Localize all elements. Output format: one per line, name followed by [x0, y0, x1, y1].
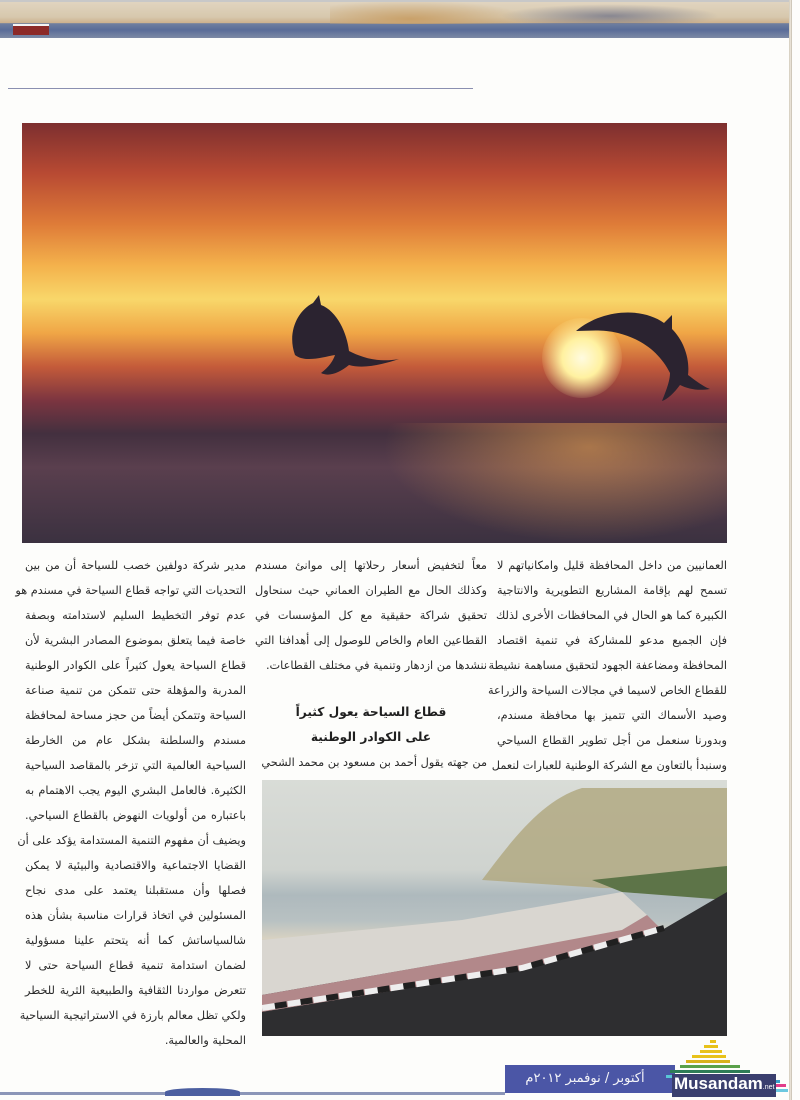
coastal-road-photo: [262, 780, 727, 1036]
text-line: المسئولين في اتخاذ قرارات مناسبة بشأن هذه: [25, 909, 246, 922]
text-line: معاً لتخفيض أسعار رحلاتها إلى موانئ مسندم: [255, 559, 487, 572]
text-line: فإن الجميع مدعو للمشاركة في تنمية اقتصاد: [497, 634, 727, 647]
text-line: فصلها وأن مستقبلنا يعتمد على مدى نجاح: [25, 884, 246, 897]
text-line: لضمان استدامة تنمية قطاع السياحة حتى لا: [25, 959, 246, 972]
section-subheading: [255, 700, 487, 750]
text-line: مدير شركة دولفين خصب للسياحة أن من بين: [25, 559, 246, 572]
sea-reflection: [382, 423, 727, 543]
footer-hill: [165, 1088, 240, 1096]
text-line: تسمح لهم بإقامة المشاريع التطويرية والانتاجية: [497, 584, 727, 597]
text-line: المحافظة ومضاعفة الجهود لتحقيق مساهمة نشيطة: [488, 659, 727, 672]
article-column-middle: [255, 553, 487, 678]
text-line: شالسياساتش كما أنه يتحتم علينا مسؤولية: [25, 934, 246, 947]
logo-name: Musandam: [674, 1074, 763, 1093]
text-line: وكذلك الحال مع الطيران العماني حيث سنحاول: [255, 584, 487, 597]
text-line: خاصة فيما يتعلق بموضوع المصادر البشرية لأن: [25, 634, 246, 647]
text-line: باعتباره من أولويات النهوض بالقطاع السياحي.: [25, 809, 246, 822]
text-line: وسنبدأ بالتعاون مع الشركة الوطنية للعبارات لنعمل: [491, 759, 727, 772]
text-line: القطاعين العام والخاص للوصول إلى أهدافنا التي: [255, 634, 487, 647]
road-scene: [262, 780, 727, 1036]
banner-photo: [0, 0, 792, 38]
boat: [13, 24, 49, 35]
text-line: الكثيرة. فالعامل البشري اليوم يجب الاهتمام به: [25, 784, 246, 797]
text-line: السياحية العالمية التي تزخر بالمقاصد السياحية: [25, 759, 246, 772]
page-top-border: [0, 0, 792, 2]
dolphins-sunset-photo: [22, 123, 727, 543]
text-line: المحلية والعالمية.: [164, 1034, 246, 1047]
footer-strip: [0, 1092, 505, 1095]
text-line: السياحة وتتمكن أيضاً من حجز مساحة لمحافظة: [25, 709, 246, 722]
text-line: ولكي تظل معالم بارزة في الاستراتيجية السياحية: [19, 1009, 246, 1022]
text-line: وبدورنا سنعمل من أجل تطوير القطاع السياحي: [497, 734, 727, 747]
text-line: عدم توفر التخطيط السليم لاستدامته وبصفة: [25, 609, 246, 622]
text-line: التحديات التي تواجه قطاع السياحة في مسندم هو: [15, 584, 246, 597]
text-line: تتعرض مواردنا الثقافية والطبيعية الثرية للخطر: [25, 984, 246, 997]
musandam-logo: [672, 1074, 776, 1097]
text-line: ويضيف أن مفهوم التنمية المستدامة يؤكد على أن: [17, 834, 246, 847]
text-line: مسندم والسلطنة بشكل عام من الخارطة: [25, 734, 246, 747]
byline: من جهته يقول أحمد بن مسعود بن محمد الشحي: [261, 756, 487, 769]
logo-suffix: .net: [762, 1084, 775, 1091]
article-column-right: [487, 553, 727, 778]
text-line: ننشدها من ازدهار وتنمية في مختلف القطاعات.: [265, 659, 487, 672]
text-line: تحقيق شراكة حقيقية مع كل المؤسسات في: [255, 609, 487, 622]
text-line: للقطاع الخاص لاسيما في مجالات السياحة والزراعة: [487, 684, 727, 697]
cliff-shadow: [500, 4, 720, 24]
header-rule: [8, 88, 473, 89]
subheading-line: قطاع السياحة يعول كثيراً: [295, 705, 447, 719]
dolphin-left: [277, 293, 407, 383]
text-line: وصيد الأسماك التي تتميز بها محافظة مسندم،: [497, 709, 727, 722]
text-line: الكبيرة كما هو الحال في المحافظات الأخرى لذلك: [496, 609, 727, 622]
subheading-line: على الكوادر الوطنية: [310, 730, 432, 744]
dolphin-right: [572, 303, 712, 403]
text-line: قطاع السياحة يعول كثيراً على الكوادر الوطنية: [25, 659, 246, 672]
issue-date: أكتوبر / نوفمبر ٢٠١٢م: [525, 1071, 645, 1086]
page-spine: [789, 0, 792, 1100]
text-line: القضايا الاجتماعية والاقتصادية والبيئية لا يمكن: [25, 859, 246, 872]
text-line: العمانيين من داخل المحافظة قليل وامكانياتهم لا: [497, 559, 727, 572]
text-line: المدربة والمؤهلة حتى تتمكن من تنمية صناعة: [25, 684, 246, 697]
article-column-left: [15, 553, 246, 1053]
